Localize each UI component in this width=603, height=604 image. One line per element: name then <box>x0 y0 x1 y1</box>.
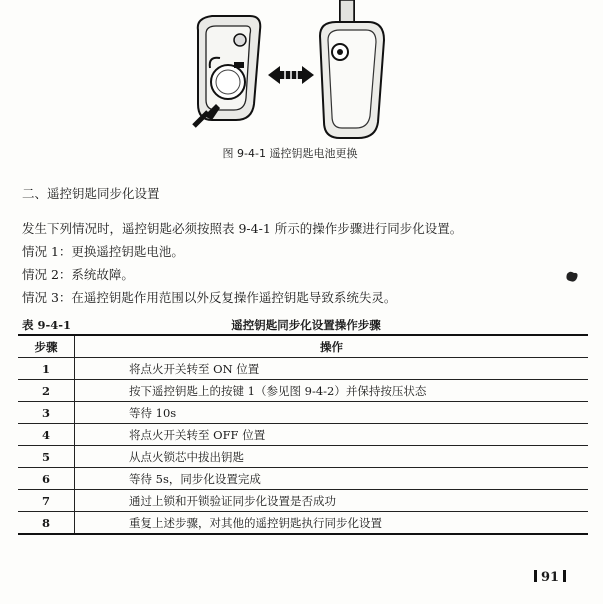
page-number-bar-right <box>563 570 566 582</box>
step-number: 6 <box>18 468 75 490</box>
step-operation: 从点火锁芯中拔出钥匙 <box>75 446 589 468</box>
case-2-line: 情况 2：系统故障。 <box>22 267 134 282</box>
table-row <box>18 402 588 424</box>
header-operation: 操作 <box>75 335 589 358</box>
page-number-value: 91 <box>541 570 560 585</box>
step-operation: 等待 5s，同步化设置完成 <box>75 468 589 490</box>
battery-replacement-figure <box>190 0 390 142</box>
intro-paragraph: 发生下列情况时，遥控钥匙必须按照表 9-4-1 所示的操作步骤进行同步化设置。 <box>22 221 463 236</box>
step-operation: 等待 10s <box>75 402 589 424</box>
step-operation: 将点火开关转至 ON 位置 <box>75 358 589 380</box>
step-operation: 通过上锁和开锁验证同步化设置是否成功 <box>75 490 589 512</box>
case-3-line: 情况 3：在遥控钥匙作用范围以外反复操作遥控钥匙导致系统失灵。 <box>22 290 397 305</box>
step-number: 8 <box>18 512 75 535</box>
step-number: 1 <box>18 358 75 380</box>
header-step: 步骤 <box>18 335 75 358</box>
step-operation: 按下遥控钥匙上的按键 1（参见图 9-4-2）并保持按压状态 <box>75 380 589 402</box>
table-row <box>18 358 588 380</box>
step-number: 7 <box>18 490 75 512</box>
table-row <box>18 468 588 490</box>
step-number: 5 <box>18 446 75 468</box>
table-row <box>18 446 588 468</box>
sync-steps-table <box>18 334 588 535</box>
table-row <box>18 512 588 535</box>
step-operation: 将点火开关转至 OFF 位置 <box>75 424 589 446</box>
figure-caption: 图 9-4-1 遥控钥匙电池更换 <box>222 147 358 160</box>
page-number <box>530 570 570 585</box>
double-arrow-icon <box>268 66 314 84</box>
ink-speck-mark <box>564 270 580 284</box>
table-row <box>18 424 588 446</box>
table-row <box>18 380 588 402</box>
key-fob-illustration <box>190 0 390 142</box>
section-heading: 二、遥控钥匙同步化设置 <box>22 186 160 201</box>
step-number: 4 <box>18 424 75 446</box>
step-operation: 重复上述步骤，对其他的遥控钥匙执行同步化设置 <box>75 512 589 535</box>
table-row <box>18 490 588 512</box>
page-number-bar-left <box>534 570 537 582</box>
step-number: 3 <box>18 402 75 424</box>
case-1-line: 情况 1：更换遥控钥匙电池。 <box>22 244 184 259</box>
table-header-row <box>18 335 588 358</box>
table-number: 表 9-4-1 <box>22 318 72 332</box>
table-title: 遥控钥匙同步化设置操作步骤 <box>231 318 381 332</box>
step-number: 2 <box>18 380 75 402</box>
